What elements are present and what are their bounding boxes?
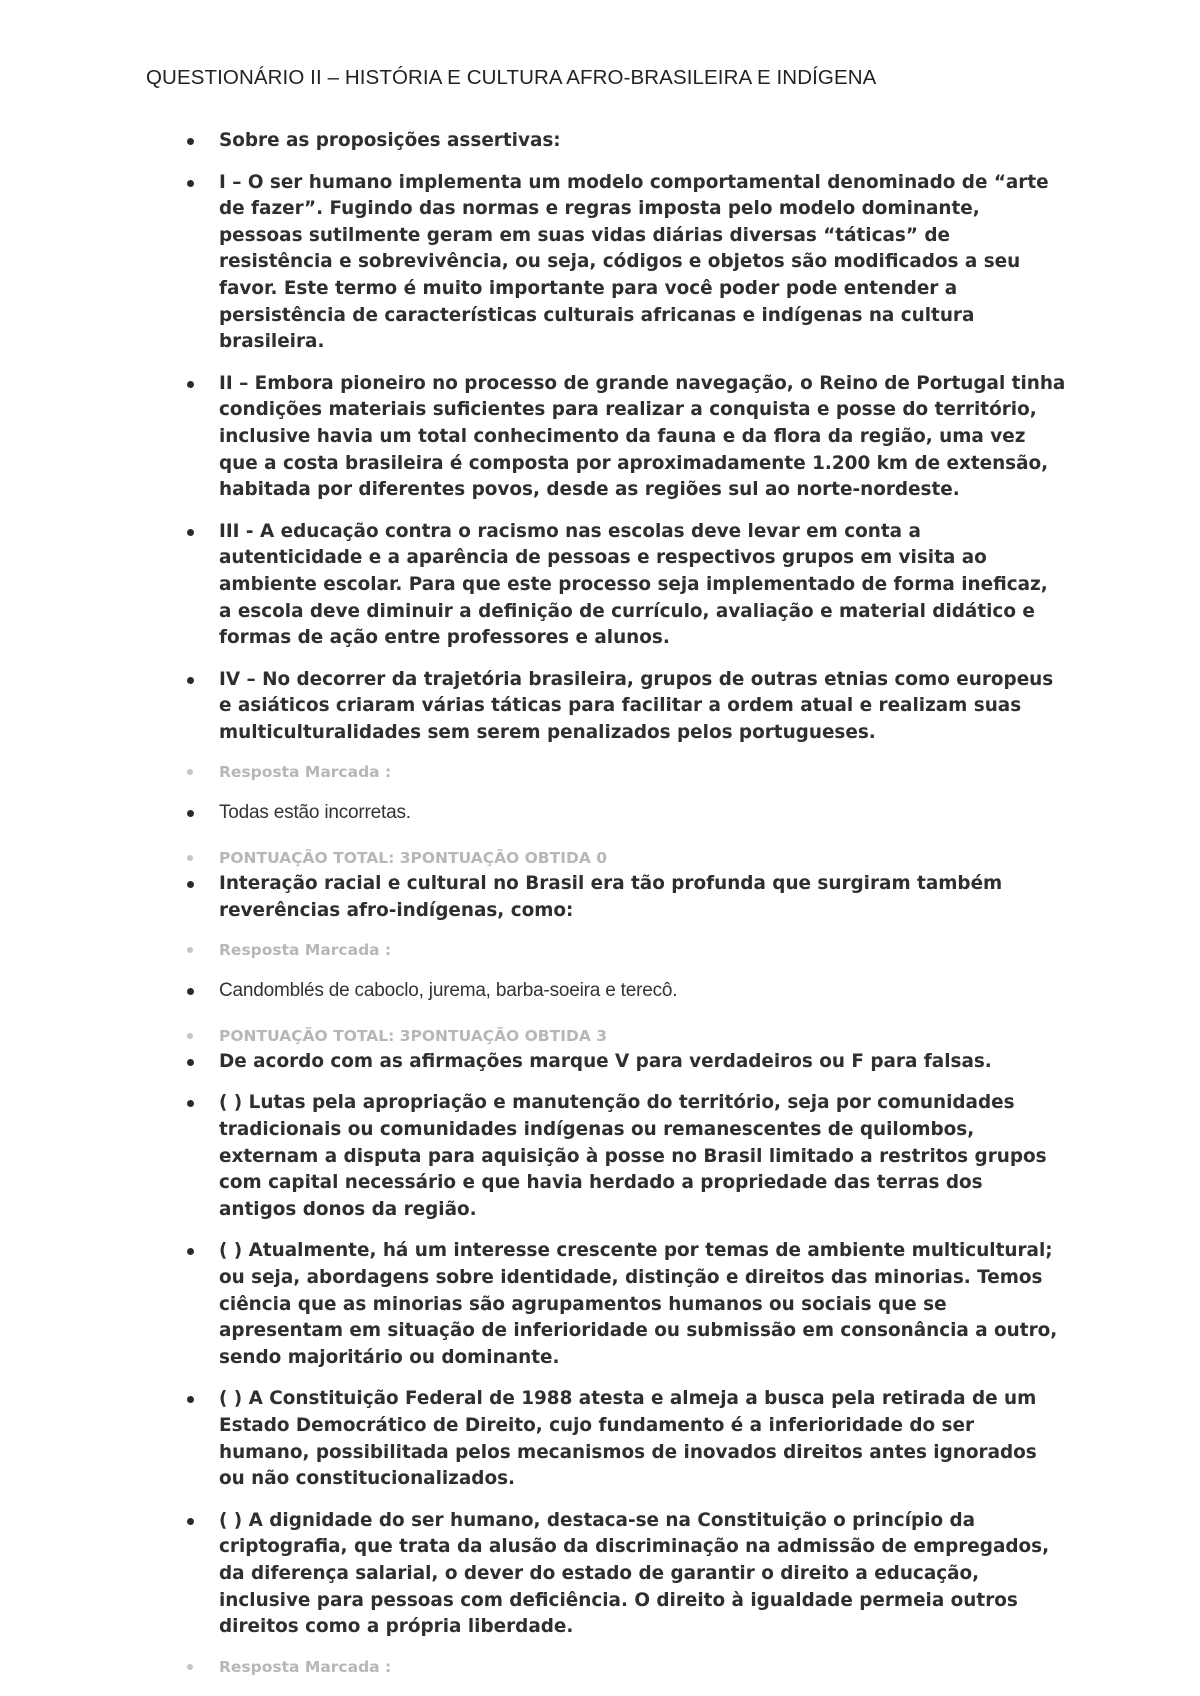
question-text: IV – No decorrer da trajetória brasileira, grupos de outras etnias como europeus e asiáticos criaram várias táticas para facilitar a ordem atual e realizam suas multiculturalidades sem serem penalizados pelos portugueses.	[219, 668, 1054, 743]
list-item	[146, 1090, 1066, 1223]
document-title: QUESTIONÁRIO II – HISTÓRIA E CULTURA AFRO-BRASILEIRA E INDÍGENA	[146, 66, 877, 89]
list-item	[146, 371, 1066, 504]
question-text: I – O ser humano implementa um modelo comportamental denominado de “arte de fazer”. Fugindo das normas e regras imposta pelo modelo dominante, pessoas sutilmente geram em suas vidas diárias diversas “táticas” de resistência e sobrevivência, ou seja, códigos e objetos são modificados a seu favor. Este termo é muito importante para você poder pode entender a persistência de características culturais africanas e indígenas na cultura brasileira.	[219, 171, 1049, 353]
marked-answer	[146, 800, 1066, 827]
marked-answer-label	[146, 1656, 1066, 1678]
question-text: ( ) Lutas pela apropriação e manutenção do território, seja por comunidades tradicionais ou comunidades indígenas ou remanescentes de quilombos, externam a disputa para aquisição à posse no Brasil limitado a restritos grupos com capital necessário e que havia herdado a propriedade das terras dos antigos donos da região.	[219, 1092, 1047, 1220]
score-text: PONTUAÇÃO TOTAL: 3PONTUAÇÃO OBTIDA 0	[219, 849, 608, 868]
question-list	[146, 128, 1066, 1695]
question-text: ( ) A dignidade do ser humano, destaca-se na Constituição o princípio da criptografia, que trata da alusão da discriminação na admissão de empregados, da diferença salarial, o dever do estado de garantir o direito a educação, inclusive para pessoas com deficiência. O direito à igualdade permeia outros direitos como a própria liberdade.	[219, 1509, 1050, 1638]
score-text: PONTUAÇÃO TOTAL: 3PONTUAÇÃO OBTIDA 3	[219, 1026, 608, 1045]
question-text: Sobre as proposições assertivas:	[219, 130, 561, 151]
list-item	[146, 1386, 1066, 1492]
list-item	[146, 170, 1066, 356]
question-text: ( ) A Constituição Federal de 1988 atesta e almeja a busca pela retirada de um Estado Democrático de Direito, cujo fundamento é a inferioridade do ser humano, possibilitada pelos mecanismos de inovados direitos antes ignorados ou não constitucionalizados.	[219, 1388, 1037, 1490]
score-line	[146, 1025, 1066, 1047]
question-text: II – Embora pioneiro no processo de grande navegação, o Reino de Portugal tinha condições materiais suficientes para realizar a conquista e posse do território, inclusive havia um total conhecimento da fauna e da flora da região, uma vez que a costa brasileira é composta por aproximadamente 1.200 km de extensão, habitada por diferentes povos, desde as regiões sul ao norte-nordeste.	[219, 372, 1066, 501]
marked-answer-text: Candomblés de caboclo, jurema, barba-soeira e terecô.	[219, 980, 678, 1002]
list-item	[146, 871, 1066, 924]
list-item	[146, 128, 1066, 155]
marked-answer-label-text: Resposta Marcada :	[219, 1657, 392, 1676]
question-text: ( ) Atualmente, há um interesse crescente por temas de ambiente multicultural; ou seja, abordagens sobre identidade, distinção e direitos das minorias. Temos ciência que as minorias são agrupamentos humanos ou sociais que se apresentam em situação de inferioridade ou submissão em consonância a outro, sendo majoritário ou dominante.	[219, 1240, 1058, 1368]
marked-answer-label	[146, 761, 1066, 783]
question-text: De acordo com as afirmações marque V para verdadeiros ou F para falsas.	[219, 1050, 992, 1072]
question-text: Interação racial e cultural no Brasil era tão profunda que surgiram também reverências afro-indígenas, como:	[219, 873, 1003, 921]
list-item	[146, 1508, 1066, 1641]
list-item	[146, 519, 1066, 652]
question-text: III - A educação contra o racismo nas escolas deve levar em conta a autenticidade e a aparência de pessoas e respectivos grupos em visita ao ambiente escolar. Para que este processo seja implementado de forma ineficaz, a escola deve diminuir a definição de currículo, avaliação e material didático e formas de ação entre professores e alunos.	[219, 520, 1048, 649]
score-line	[146, 847, 1066, 869]
marked-answer-label-text: Resposta Marcada :	[219, 941, 392, 960]
marked-answer-label-text: Resposta Marcada :	[219, 763, 392, 782]
marked-answer	[146, 978, 1066, 1005]
list-item	[146, 667, 1066, 747]
marked-answer-text: Todas estão incorretas.	[219, 802, 411, 824]
list-item	[146, 1049, 1066, 1076]
list-item	[146, 1238, 1066, 1371]
marked-answer-label	[146, 939, 1066, 961]
